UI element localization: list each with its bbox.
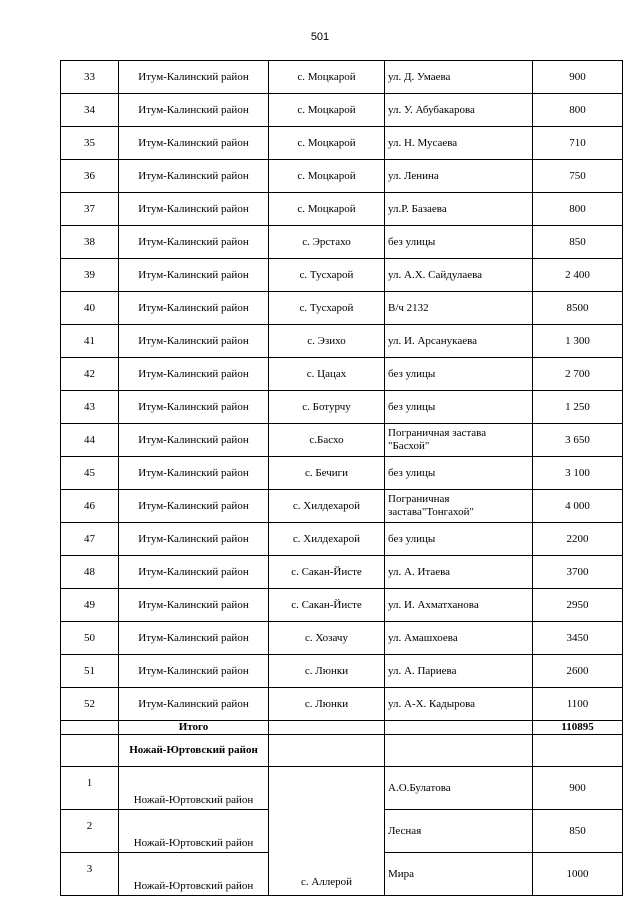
row-village: с. Хилдехарой [269, 523, 385, 556]
row-district: Итум-Калинский район [119, 490, 269, 523]
row-number: 1 [61, 767, 119, 810]
row-value: 850 [533, 810, 623, 853]
table-row [61, 127, 623, 160]
row-street: без улицы [385, 457, 533, 490]
row-street: без улицы [385, 391, 533, 424]
row-number: 34 [61, 94, 119, 127]
page-number: 501 [310, 31, 330, 43]
row-number: 49 [61, 589, 119, 622]
total-village-cell [269, 721, 385, 735]
row-number: 45 [61, 457, 119, 490]
section-title: Ножай-Юртовский район [119, 735, 269, 767]
row-village: с. Тусхарой [269, 259, 385, 292]
row-street: ул. А. Итаева [385, 556, 533, 589]
table-row [61, 325, 623, 358]
table-row [61, 622, 623, 655]
table-row [61, 767, 623, 810]
row-street: А.О.Булатова [385, 767, 533, 810]
row-street: Пограничная застава"Тонгахой" [385, 490, 533, 523]
row-number: 35 [61, 127, 119, 160]
row-district: Ножай-Юртовский район [119, 767, 269, 810]
row-value: 3450 [533, 622, 623, 655]
row-number: 44 [61, 424, 119, 457]
row-street: ул. Н. Мусаева [385, 127, 533, 160]
row-street: ул. Д. Умаева [385, 61, 533, 94]
table-row [61, 457, 623, 490]
row-number: 41 [61, 325, 119, 358]
row-village: с. Моцкарой [269, 94, 385, 127]
row-village: с.Басхо [269, 424, 385, 457]
table-row [61, 490, 623, 523]
table-row [61, 160, 623, 193]
row-value: 900 [533, 61, 623, 94]
row-number: 42 [61, 358, 119, 391]
row-number: 37 [61, 193, 119, 226]
row-number: 39 [61, 259, 119, 292]
row-street: Мира [385, 853, 533, 896]
table-row [61, 655, 623, 688]
row-number: 40 [61, 292, 119, 325]
row-district: Итум-Калинский район [119, 94, 269, 127]
row-village: с. Моцкарой [269, 61, 385, 94]
row-value: 1 250 [533, 391, 623, 424]
row-value: 3 100 [533, 457, 623, 490]
row-district: Итум-Калинский район [119, 457, 269, 490]
row-village: с. Хилдехарой [269, 490, 385, 523]
row-number: 50 [61, 622, 119, 655]
row-value: 1000 [533, 853, 623, 896]
total-number-cell [61, 721, 119, 735]
row-village: с. Моцкарой [269, 127, 385, 160]
row-value: 750 [533, 160, 623, 193]
section-village-cell [269, 735, 385, 767]
total-row [61, 721, 623, 735]
total-label: Итого [119, 721, 269, 735]
row-district: Итум-Калинский район [119, 424, 269, 457]
row-village: с. Эзихо [269, 325, 385, 358]
row-village: с. Эрстахо [269, 226, 385, 259]
row-street: без улицы [385, 523, 533, 556]
row-district: Итум-Калинский район [119, 61, 269, 94]
table-body [61, 61, 623, 896]
table-row [61, 193, 623, 226]
table-row [61, 94, 623, 127]
row-district: Итум-Калинский район [119, 622, 269, 655]
row-street: ул.Р. Базаева [385, 193, 533, 226]
row-village: с. Тусхарой [269, 292, 385, 325]
table-row [61, 259, 623, 292]
table-row [61, 61, 623, 94]
row-district: Итум-Калинский район [119, 523, 269, 556]
table-row [61, 424, 623, 457]
total-value: 110895 [533, 721, 623, 735]
section-value-cell [533, 735, 623, 767]
row-village: с. Люнки [269, 655, 385, 688]
row-village: с. Ботурчу [269, 391, 385, 424]
row-street: без улицы [385, 358, 533, 391]
row-value: 3 650 [533, 424, 623, 457]
row-district: Итум-Калинский район [119, 259, 269, 292]
row-value: 2 700 [533, 358, 623, 391]
row-street: ул. И. Арсанукаева [385, 325, 533, 358]
row-value: 710 [533, 127, 623, 160]
section-header-row [61, 735, 623, 767]
row-district: Итум-Калинский район [119, 226, 269, 259]
row-number: 43 [61, 391, 119, 424]
row-value: 3700 [533, 556, 623, 589]
row-value: 8500 [533, 292, 623, 325]
row-village: с. Бечиги [269, 457, 385, 490]
row-value: 800 [533, 193, 623, 226]
row-district: Итум-Калинский район [119, 688, 269, 721]
row-village: с. Моцкарой [269, 193, 385, 226]
row-village: с. Сакан-Йисте [269, 556, 385, 589]
row-street: ул. У. Абубакарова [385, 94, 533, 127]
row-street: Пограничная застава "Басхой" [385, 424, 533, 457]
row-district: Итум-Калинский район [119, 589, 269, 622]
row-value: 1 300 [533, 325, 623, 358]
row-street: ул. И. Ахматханова [385, 589, 533, 622]
row-street: В/ч 2132 [385, 292, 533, 325]
row-district: Итум-Калинский район [119, 358, 269, 391]
row-district: Итум-Калинский район [119, 292, 269, 325]
table-row [61, 391, 623, 424]
row-street: ул. А.Х. Сайдулаева [385, 259, 533, 292]
section-number-cell [61, 735, 119, 767]
table-row [61, 226, 623, 259]
row-district: Итум-Калинский район [119, 127, 269, 160]
row-village: с. Хозачу [269, 622, 385, 655]
row-village: с. Цацах [269, 358, 385, 391]
row-number: 48 [61, 556, 119, 589]
section-street-cell [385, 735, 533, 767]
row-number: 2 [61, 810, 119, 853]
row-district: Ножай-Юртовский район [119, 810, 269, 853]
table-row [61, 556, 623, 589]
row-street: Лесная [385, 810, 533, 853]
row-district: Итум-Калинский район [119, 655, 269, 688]
row-district: Ножай-Юртовский район [119, 853, 269, 896]
row-district: Итум-Калинский район [119, 556, 269, 589]
row-value: 2 400 [533, 259, 623, 292]
table-row [61, 292, 623, 325]
row-number: 3 [61, 853, 119, 896]
row-street: без улицы [385, 226, 533, 259]
row-street: ул. А. Париева [385, 655, 533, 688]
row-number: 51 [61, 655, 119, 688]
total-street-cell [385, 721, 533, 735]
row-street: ул. А-Х. Кадырова [385, 688, 533, 721]
table-row [61, 523, 623, 556]
row-value: 2200 [533, 523, 623, 556]
row-village: с. Моцкарой [269, 160, 385, 193]
row-district: Итум-Калинский район [119, 391, 269, 424]
table-row [61, 589, 623, 622]
row-street: ул. Амашхоева [385, 622, 533, 655]
row-district: Итум-Калинский район [119, 160, 269, 193]
row-number: 46 [61, 490, 119, 523]
locations-table [60, 60, 623, 896]
row-value: 800 [533, 94, 623, 127]
row-number: 52 [61, 688, 119, 721]
row-number: 38 [61, 226, 119, 259]
row-village: с. Люнки [269, 688, 385, 721]
row-value: 2950 [533, 589, 623, 622]
row-value: 850 [533, 226, 623, 259]
table-row [61, 688, 623, 721]
row-number: 36 [61, 160, 119, 193]
row-village: с. Сакан-Йисте [269, 589, 385, 622]
row-district: Итум-Калинский район [119, 325, 269, 358]
row-value: 2600 [533, 655, 623, 688]
row-street: ул. Ленина [385, 160, 533, 193]
row-value: 4 000 [533, 490, 623, 523]
row-value: 1100 [533, 688, 623, 721]
table-row [61, 358, 623, 391]
row-village: с. Аллерой [269, 767, 385, 896]
row-number: 47 [61, 523, 119, 556]
row-district: Итум-Калинский район [119, 193, 269, 226]
row-number: 33 [61, 61, 119, 94]
row-value: 900 [533, 767, 623, 810]
